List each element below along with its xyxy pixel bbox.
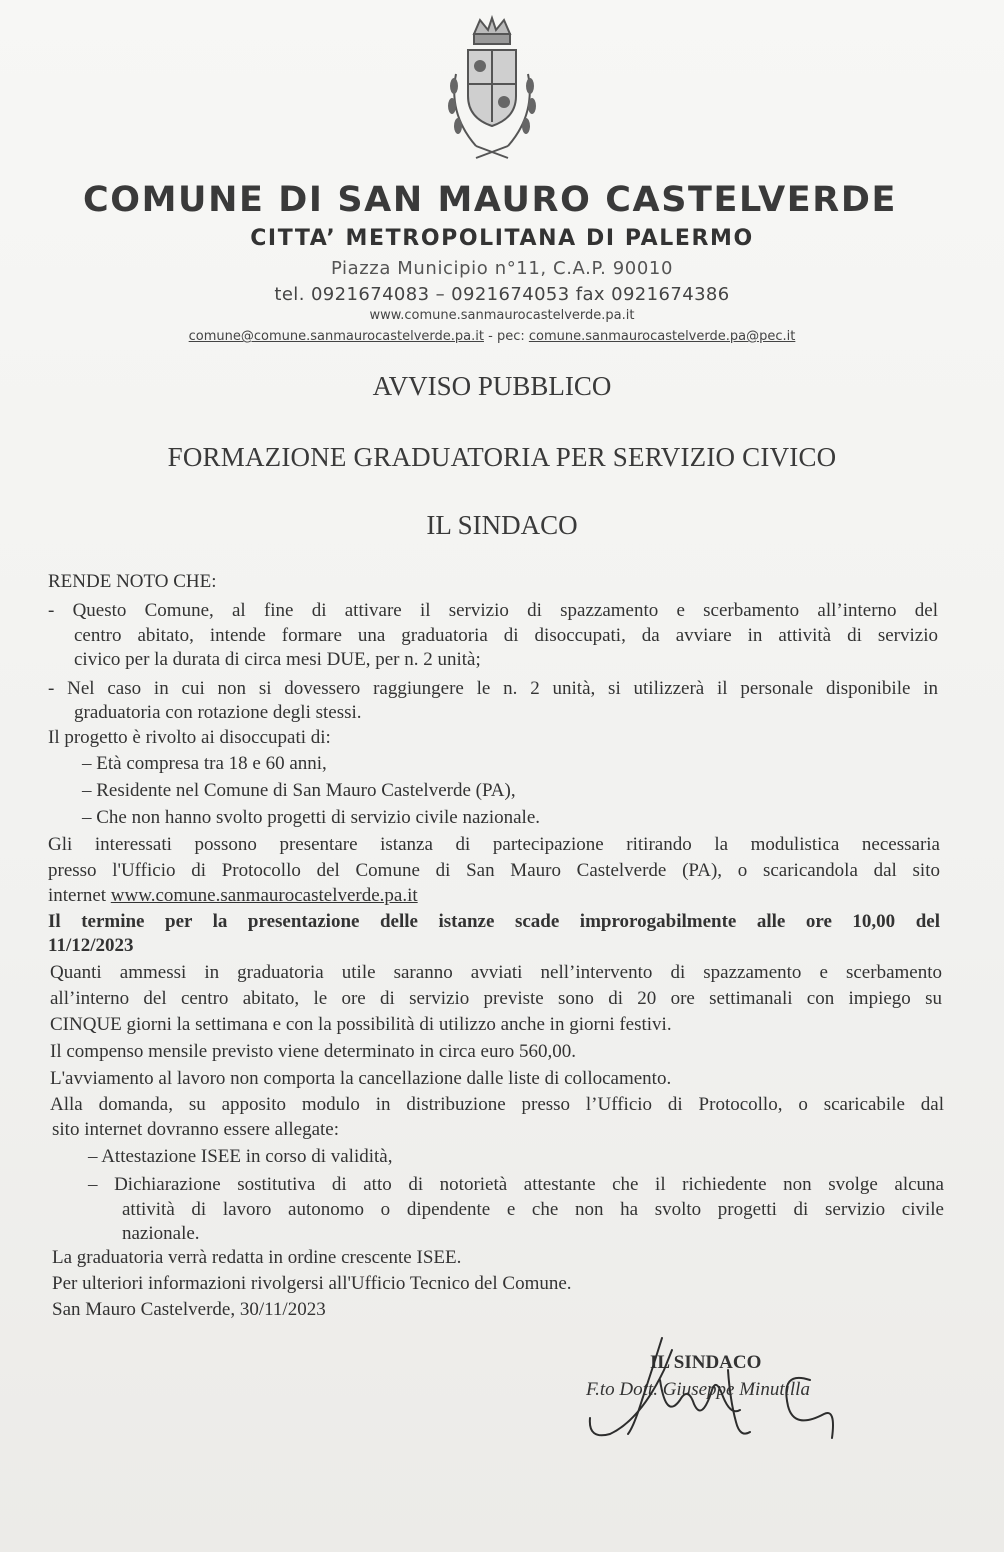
paragraph-line: - Nel caso in cui non si dovessero raggiungere le n. 2 unità, si utilizzerà il personale disponibile in <box>48 678 938 699</box>
paragraph-text: internet <box>48 885 111 906</box>
email-line <box>0 329 994 344</box>
authority-heading: IL SINDACO <box>426 510 578 540</box>
attachment-item: – Attestazione ISEE in corso di validità, <box>88 1146 393 1167</box>
address: Piazza Municipio n°11, C.A.P. 90010 <box>330 258 674 279</box>
deadline-date: 11/12/2023 <box>48 935 134 956</box>
coat-of-arms-icon <box>436 14 548 166</box>
deadline-line: Il termine per la presentazione delle istanze scade improrogabilmente alle ore 10,00 del <box>48 911 940 932</box>
requirement-item: – Residente nel Comune di San Mauro Castelverde (PA), <box>82 780 516 801</box>
signature-name: F.to Dott. Giuseppe Minutilla <box>586 1379 810 1400</box>
pec-link[interactable]: comune.sanmaurocastelverde.pa@pec.it <box>528 329 796 344</box>
intro: RENDE NOTO CHE: <box>48 571 217 592</box>
paragraph-line: graduatoria con rotazione degli stessi. <box>74 702 362 723</box>
requirement-item: – Che non hanno svolto progetti di servizio civile nazionale. <box>82 807 541 828</box>
paragraph-line: Alla domanda, su apposito modulo in distribuzione presso l’Ufficio di Protocollo, o scaricabile dal <box>50 1094 944 1115</box>
paragraph-line: Quanti ammessi in graduatoria utile saranno avviati nell’intervento di spazzamento e scerbamento <box>50 962 942 983</box>
signature-role: IL SINDACO <box>650 1352 762 1373</box>
place-date: San Mauro Castelverde, 30/11/2023 <box>52 1299 326 1320</box>
attachment-item: nazionale. <box>122 1223 200 1244</box>
attachment-item: attività di lavoro autonomo o dipendente e che non ha svolto progetti di servizio civile <box>122 1199 944 1220</box>
paragraph-line: presso l'Ufficio di Protocollo del Comune di San Mauro Castelverde (PA), o scaricandola dal sito <box>48 860 940 881</box>
info-note: Per ulteriori informazioni rivolgersi all'Ufficio Tecnico del Comune. <box>52 1273 572 1294</box>
notice-subject: FORMAZIONE GRADUATORIA PER SERVIZIO CIVICO <box>167 442 837 472</box>
website-link[interactable]: www.comune.sanmaurocastelverde.pa.it <box>110 885 418 906</box>
placement-note: L'avviamento al lavoro non comporta la cancellazione dalle liste di collocamento. <box>50 1068 672 1089</box>
paragraph-line: civico per la durata di circa mesi DUE, per n. 2 unità; <box>74 649 481 670</box>
website: www.comune.sanmaurocastelverde.pa.it <box>369 308 635 323</box>
paragraph-line: CINQUE giorni la settimana e con la possibilità di utilizzo anche in giorni festivi. <box>50 1014 672 1035</box>
paragraph-line: - Questo Comune, al fine di attivare il servizio di spazzamento e scerbamento all’interno del <box>48 600 938 621</box>
ranking-note: La graduatoria verrà redatta in ordine crescente ISEE. <box>52 1247 462 1268</box>
paragraph-line: sito internet dovranno essere allegate: <box>52 1119 340 1140</box>
paragraph-line: Gli interessati possono presentare istanza di partecipazione ritirando la modulistica necessaria <box>48 834 940 855</box>
requirement-item: – Età compresa tra 18 e 60 anni, <box>82 753 327 774</box>
compensation: Il compenso mensile previsto viene determinato in circa euro 560,00. <box>50 1041 577 1062</box>
attachment-item: – Dichiarazione sostitutiva di atto di notorietà attestante che il richiedente non svolge alcuna <box>88 1174 944 1195</box>
paragraph-line <box>48 884 418 908</box>
paragraph-line: centro abitato, intende formare una graduatoria di disoccupati, da avviare in attività di servizio <box>74 625 938 646</box>
paragraph-line: all’interno del centro abitato, le ore di servizio previste sono di 20 ore settimanali con impiego su <box>50 988 942 1009</box>
target-intro: Il progetto è rivolto ai disoccupati di: <box>48 727 331 748</box>
handwritten-signature <box>580 1330 850 1450</box>
metropolitan-city: CITTA’ METROPOLITANA DI PALERMO <box>250 226 754 251</box>
notice-title: AVVISO PUBBLICO <box>372 371 612 401</box>
municipality-name: COMUNE DI SAN MAURO CASTELVERDE <box>82 180 897 220</box>
phone-numbers: tel. 0921674083 – 0921674053 fax 0921674386 <box>274 284 730 305</box>
pec-label: - pec: <box>483 329 529 344</box>
email-link[interactable]: comune@comune.sanmaurocastelverde.pa.it <box>188 329 484 344</box>
